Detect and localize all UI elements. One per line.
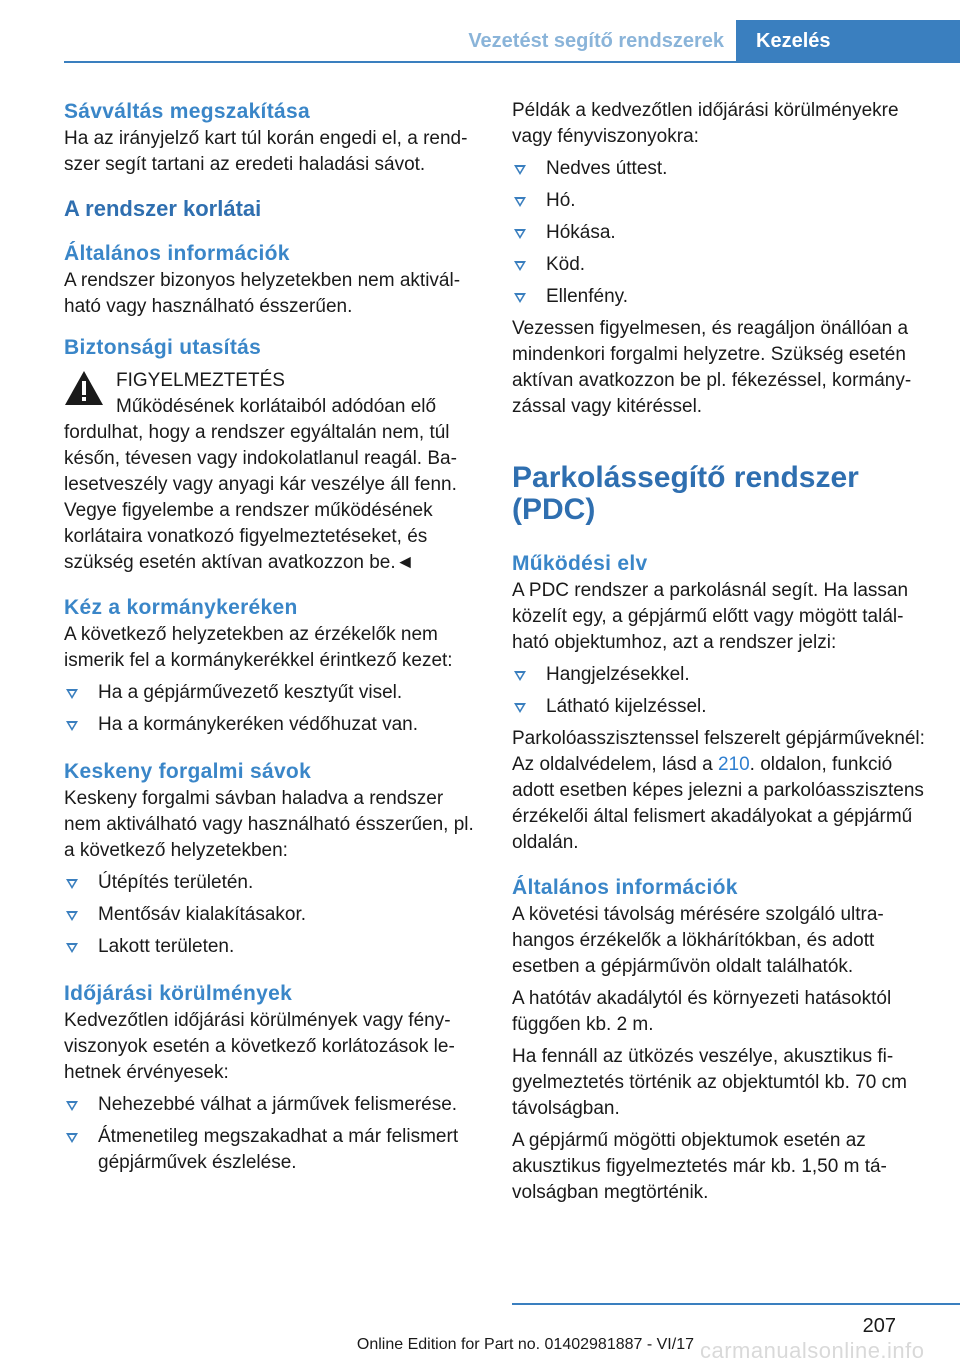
list-pdc-signals xyxy=(512,662,928,720)
paragraph-drive-attentively: Vezessen figyelmesen, és reagáljon önállóan a mindenkori forgalmi helyzetre. Szükség esetén aktívan avatkozzon be pl. fékezéssel, kormányzással vagy kitéréssel. xyxy=(512,318,912,417)
paragraph-weather-examples: Példák a kedvezőtlen időjárási körülményekre vagy fényviszonyokra: xyxy=(512,100,899,147)
triangle-bullet-icon xyxy=(514,229,526,239)
right-column xyxy=(512,98,928,1206)
paragraph-sensors: A követési távolság mérésére szolgáló ultrahangos érzékelők a lökhárítókban, és adott esetben a gépjárművön oldalt találhatók. xyxy=(512,904,884,977)
list-item: Mentősáv kialakításakor. xyxy=(64,902,480,928)
list-item: Nehezebbé válhat a járművek felismerése. xyxy=(64,1092,480,1118)
warning-block xyxy=(64,368,480,420)
list-item: Átmenetileg megszakadhat a már felismert gépjárművek észlelése. xyxy=(64,1124,480,1176)
list-narrow-lanes xyxy=(64,870,480,960)
list-item: Útépítés területén. xyxy=(64,870,480,896)
watermark: carmanualsonline.info xyxy=(700,1338,925,1363)
list-item: Ha a gépjárművezető kesztyűt visel. xyxy=(64,680,480,706)
list-item: Lakott területen. xyxy=(64,934,480,960)
paragraph-lane-change-abort: Ha az irányjelző kart túl korán engedi el, a rendszer segít tartani az eredeti haladási sávot. xyxy=(64,128,468,175)
list-item: Ha a kormánykeréken védőhuzat van. xyxy=(64,712,480,738)
paragraph-collision-warning: Ha fennáll az ütközés veszélye, akusztikus figyelmeztetés történik az objektumtól kb. 70 cm távolságban. xyxy=(512,1046,907,1119)
list-item: Hó. xyxy=(512,188,928,214)
edition-footer: Online Edition for Part no. 01402981887 - VI/17 xyxy=(356,1336,694,1353)
heading-weather-conditions: Időjárási körülmények xyxy=(64,982,293,1005)
heading-operating-principle: Működési elv xyxy=(512,552,648,575)
paragraph-operating-principle: A PDC rendszer a parkolásnál segít. Ha lassan közelít egy, a gépjármű előtt vagy mögött található objektumhoz, azt a rendszer jelzi: xyxy=(512,580,909,653)
triangle-bullet-icon xyxy=(66,689,78,699)
list-item: Hangjelzésekkel. xyxy=(512,662,928,688)
triangle-bullet-icon xyxy=(514,703,526,713)
heading-general-info-pdc: Általános információk xyxy=(512,876,738,899)
list-weather-examples xyxy=(512,156,928,310)
heading-narrow-lanes: Keskeny forgalmi sávok xyxy=(64,760,312,783)
warning-label: FIGYELMEZTETÉS xyxy=(116,370,285,391)
triangle-bullet-icon xyxy=(66,1101,78,1111)
paragraph-range: A hatótáv akadálytól és környezeti hatásoktól függően kb. 2 m. xyxy=(512,988,892,1035)
left-column xyxy=(64,98,480,1176)
triangle-bullet-icon xyxy=(66,879,78,889)
list-item: Látható kijelzéssel. xyxy=(512,694,928,720)
warning-text: fordulhat, hogy a rendszer egyáltalán nem, túl későn, tévesen vagy indokolatlanul reagál. Balesetveszély vagy anyagi kár veszélye áll fenn. Vegye figyelembe a rendszer működésének korlátaira vonatkozó figyelmeztetéseket, és szükség esetén aktívan avatkozzon be.◄ xyxy=(64,422,457,573)
paragraph-general-info: A rendszer bizonyos helyzetekben nem aktiválható vagy használható ésszerűen. xyxy=(64,270,461,317)
list-item: Köd. xyxy=(512,252,928,278)
heading-hands-on-wheel: Kéz a kormánykeréken xyxy=(64,596,298,619)
list-item: Ellenfény. xyxy=(512,284,928,310)
triangle-bullet-icon xyxy=(514,261,526,271)
triangle-bullet-icon xyxy=(514,671,526,681)
page-number: 207 xyxy=(862,1315,896,1337)
paragraph-rear-warning: A gépjármű mögötti objektumok esetén az akusztikus figyelmeztetés már kb. 1,50 m távolságban megtörténik. xyxy=(512,1130,887,1203)
running-header-chapter: Kezelés xyxy=(736,20,960,62)
warning-triangle-icon xyxy=(64,370,104,406)
heading-safety-notice: Biztonsági utasítás xyxy=(64,336,262,359)
heading-pdc: Parkolássegítő rendszer (PDC) xyxy=(512,461,859,526)
list-item: Hókása. xyxy=(512,220,928,246)
heading-lane-change-abort: Sávváltás megszakítása xyxy=(64,100,310,123)
running-header-section: Vezetést segítő rendszerek xyxy=(468,30,724,52)
heading-general-info: Általános információk xyxy=(64,242,290,265)
list-item: Nedves úttest. xyxy=(512,156,928,182)
triangle-bullet-icon xyxy=(514,165,526,175)
paragraph-parking-assistant: Parkolóasszisztenssel felszerelt gépjárműveknél: Az oldalvédelem, lásd a 210. oldalon, funkció adott esetben képes jelezni a parkolóasszisztens érzékelői által felismert akadályokat a gépjármű oldalán. xyxy=(512,728,925,853)
paragraph-weather-conditions: Kedvezőtlen időjárási körülmények vagy fényviszonyok esetén a következő korlátozások lehetnek érvényesek: xyxy=(64,1010,455,1083)
footer-rule xyxy=(512,1303,960,1305)
header-rule xyxy=(64,61,960,63)
triangle-bullet-icon xyxy=(514,293,526,303)
list-weather-conditions xyxy=(64,1092,480,1176)
list-hands-on-wheel xyxy=(64,680,480,738)
warning-text-first-line: Működésének korlátaiból adódóan elő xyxy=(116,396,437,417)
paragraph-hands-on-wheel: A következő helyzetekben az érzékelők nem ismerik fel a kormánykerékkel érintkező kezet: xyxy=(64,624,453,671)
triangle-bullet-icon xyxy=(514,197,526,207)
paragraph-narrow-lanes: Keskeny forgalmi sávban haladva a rendszer nem aktiválható vagy használható ésszerűen, pl. a következő helyzetekben: xyxy=(64,788,474,861)
heading-system-limits: A rendszer korlátai xyxy=(64,196,262,221)
triangle-bullet-icon xyxy=(66,911,78,921)
triangle-bullet-icon xyxy=(66,943,78,953)
triangle-bullet-icon xyxy=(66,1133,78,1143)
triangle-bullet-icon xyxy=(66,721,78,731)
page-reference-link[interactable]: 210 xyxy=(717,754,750,775)
